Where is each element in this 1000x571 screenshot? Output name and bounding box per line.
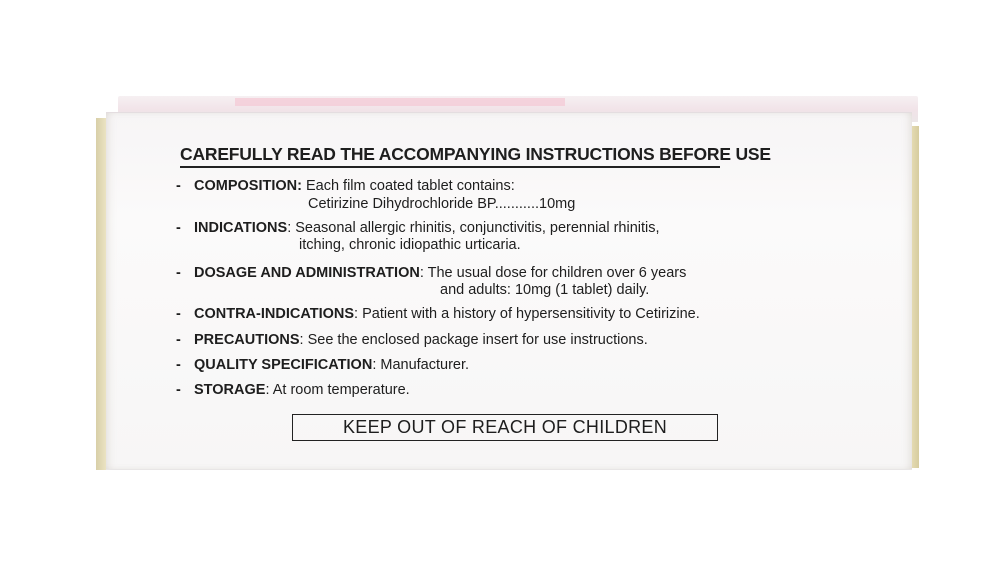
precautions-text: : See the enclosed package insert for use instructions.	[299, 332, 648, 348]
dosage-continuation: and adults: 10mg (1 tablet) daily.	[440, 282, 650, 298]
quality-specification-item	[176, 357, 469, 374]
indications-continuation: itching, chronic idiopathic urticaria.	[299, 237, 521, 253]
storage-label: STORAGE	[194, 382, 266, 398]
bullet-dash: -	[176, 178, 181, 194]
dosage-text: : The usual dose for children over 6 years	[419, 265, 687, 281]
composition-label: COMPOSITION:	[194, 178, 302, 194]
composition-continuation: Cetirizine Dihydrochloride BP...........10mg	[308, 196, 576, 212]
precautions-item	[176, 332, 648, 349]
bullet-dash: -	[176, 220, 181, 236]
keep-out-of-reach-warning: KEEP OUT OF REACH OF CHILDREN	[292, 414, 718, 441]
indications-text: : Seasonal allergic rhinitis, conjunctivitis, perennial rhinitis,	[287, 220, 660, 236]
bullet-dash: -	[176, 382, 181, 398]
bullet-dash: -	[176, 306, 181, 322]
storage-text: : At room temperature.	[265, 382, 410, 398]
indications-item	[176, 220, 660, 237]
contra-indications-item	[176, 306, 700, 323]
heading-underline	[180, 166, 720, 168]
quality-specification-text: : Manufacturer.	[372, 357, 470, 373]
storage-item	[176, 382, 410, 399]
indications-label: INDICATIONS	[194, 220, 288, 236]
contra-indications-text: : Patient with a history of hypersensitivity to Cetirizine.	[354, 306, 700, 322]
bullet-dash: -	[176, 332, 181, 348]
quality-specification-label: QUALITY SPECIFICATION	[194, 357, 373, 373]
precautions-label: PRECAUTIONS	[194, 332, 300, 348]
bullet-dash: -	[176, 357, 181, 373]
composition-text: Each film coated tablet contains:	[301, 178, 515, 194]
bullet-dash: -	[176, 265, 181, 281]
dosage-label: DOSAGE AND ADMINISTRATION	[194, 265, 420, 281]
instructions-heading: CAREFULLY READ THE ACCOMPANYING INSTRUCTIONS BEFORE USE	[180, 144, 771, 164]
dosage-item	[176, 265, 686, 282]
composition-item	[176, 178, 515, 195]
contra-indications-label: CONTRA-INDICATIONS	[194, 306, 355, 322]
box-top-pink-stripe	[235, 98, 565, 106]
